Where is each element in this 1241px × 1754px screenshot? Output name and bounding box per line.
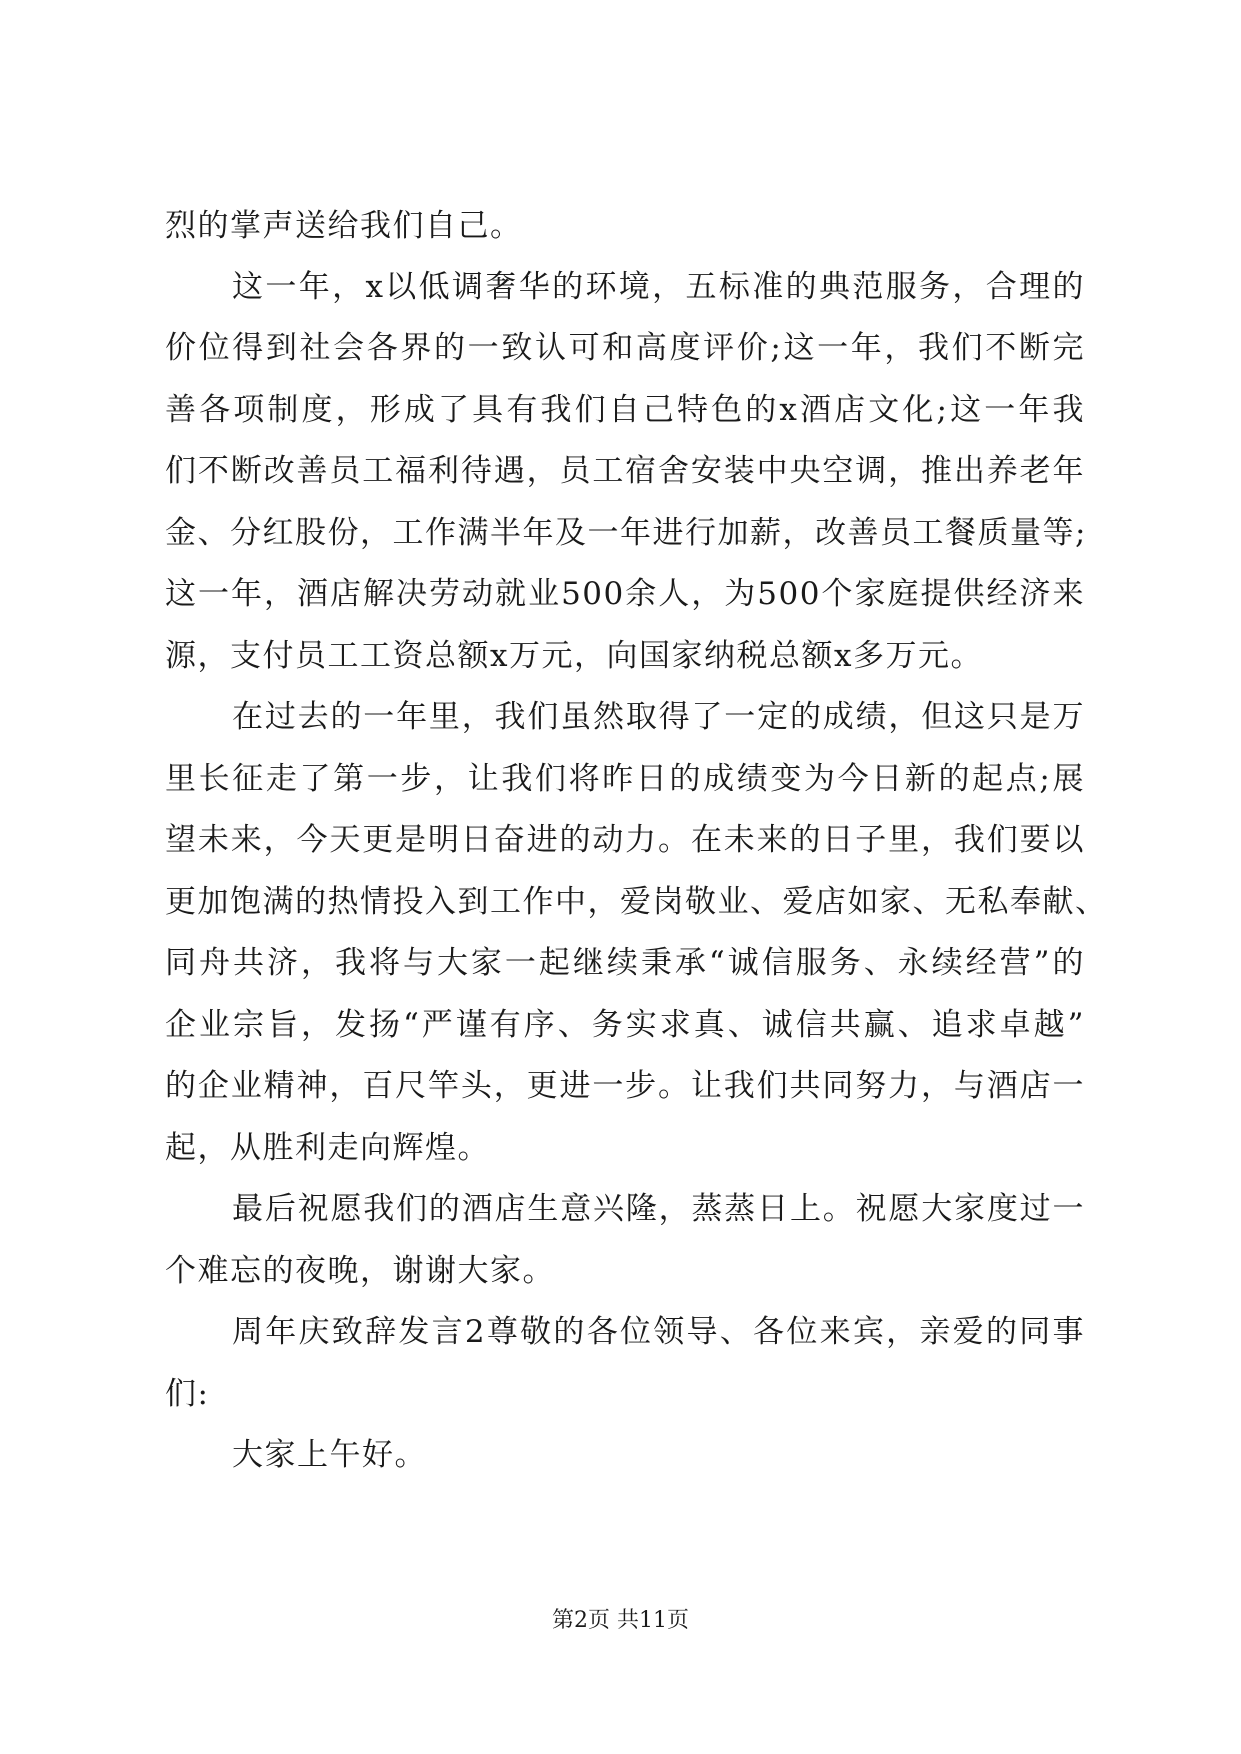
text-line: 们不断改善员工福利待遇，员工宿舍安装中央空调，推出养老年: [165, 453, 1085, 489]
text-line: 金、分红股份，工作满半年及一年进行加薪，改善员工餐质量等;: [165, 515, 1087, 551]
text-line: 望未来，今天更是明日奋进的动力。在未来的日子里，我们要以: [165, 822, 1085, 858]
text-line: 们:: [165, 1376, 210, 1412]
text-line: 企业宗旨，发扬“严谨有序、务实求真、诚信共赢、追求卓越”: [165, 1007, 1085, 1043]
text-line: 最后祝愿我们的酒店生意兴隆，蒸蒸日上。祝愿大家度过一: [232, 1191, 1085, 1227]
text-line: 的企业精神，百尺竿头，更进一步。让我们共同努力，与酒店一: [165, 1068, 1085, 1104]
text-line: 善各项制度，形成了具有我们自己特色的x酒店文化;这一年我: [165, 392, 1085, 428]
text-line: 同舟共济，我将与大家一起继续秉承“诚信服务、永续经营”的: [165, 945, 1085, 981]
text-line: 更加饱满的热情投入到工作中，爱岗敬业、爱店如家、无私奉献、: [165, 884, 1108, 920]
text-line: 里长征走了第一步，让我们将昨日的成绩变为今日新的起点;展: [165, 761, 1085, 797]
text-line: 烈的掌声送给我们自己。: [165, 208, 523, 244]
text-line: 大家上午好。: [232, 1437, 427, 1473]
text-line: 价位得到社会各界的一致认可和高度评价;这一年，我们不断完: [165, 330, 1085, 366]
text-line: 起，从胜利走向辉煌。: [165, 1130, 490, 1166]
page-footer: 第2页 共11页: [552, 1608, 689, 1633]
text-line: 这一年，酒店解决劳动就业500余人，为500个家庭提供经济来: [165, 576, 1085, 612]
text-line: 这一年，x以低调奢华的环境，五标准的典范服务，合理的: [232, 269, 1085, 305]
text-line: 个难忘的夜晚，谢谢大家。: [165, 1253, 555, 1289]
text-line: 在过去的一年里，我们虽然取得了一定的成绩，但这只是万: [232, 699, 1085, 735]
text-line: 源，支付员工工资总额x万元，向国家纳税总额x多万元。: [165, 638, 983, 674]
text-line: 周年庆致辞发言2尊敬的各位领导、各位来宾，亲爱的同事: [232, 1314, 1085, 1350]
